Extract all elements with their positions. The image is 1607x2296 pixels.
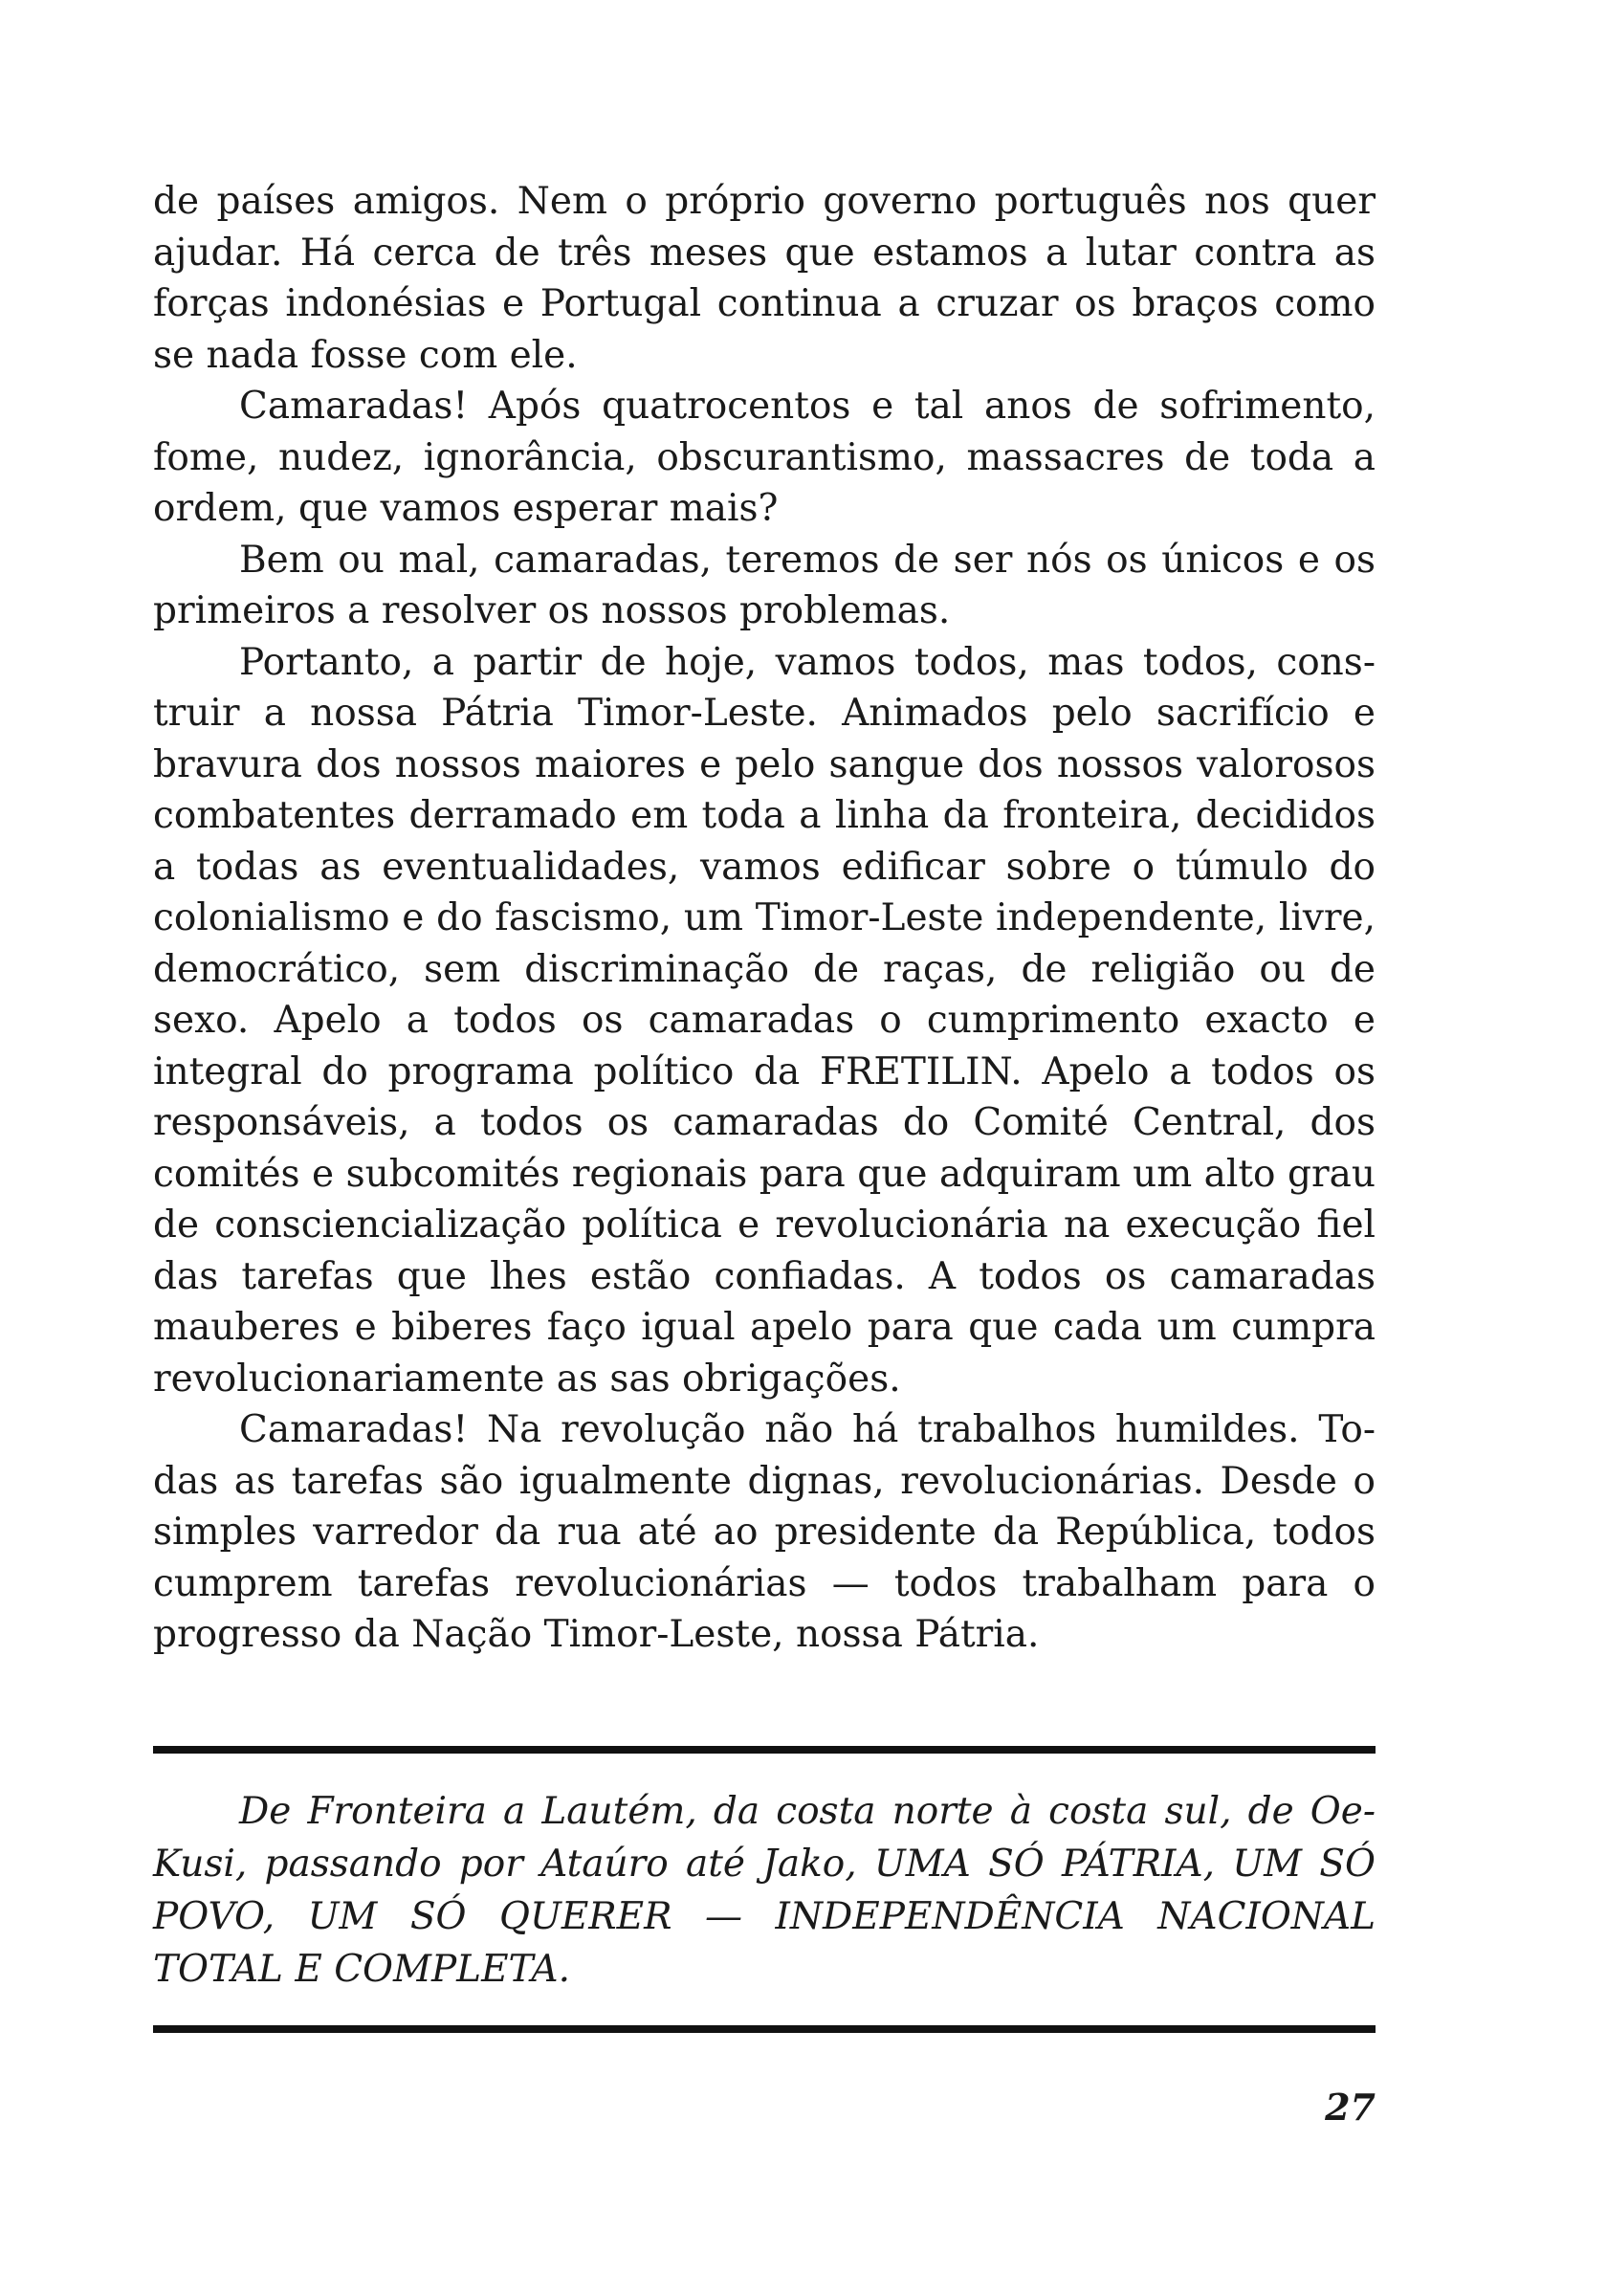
page-number: 27	[1325, 2086, 1376, 2129]
paragraph-5: Camaradas! Na revolução não há trabalhos humildes. Todas as tarefas são igualmente dignas, revolucionárias. Desde o simples varredor da rua até ao presidente da República, todos cumprem tarefas revolucionárias — todos trabalham para o progresso da Nação Timor-Leste, nossa Pátria.	[153, 1408, 1376, 1656]
divider-bottom	[153, 2025, 1376, 2033]
paragraph-4: Portanto, a partir de hoje, vamos todos, mas todos, construir a nossa Pátria Timor-Leste. Animados pelo sacrifício e bravura dos nossos maiores e pelo sangue dos nossos valorosos combatentes derramado em toda a linha da fronteira, decididos a todas as eventualidades, vamos edificar sobre o túmulo do colonialismo e do fascismo, um Timor-Leste independente, livre, democrático, sem discriminação de raças, de religião ou de sexo. Apelo a todos os camaradas o cumprimento exacto e integral do programa político da FRETILIN. Apelo a todos os responsáveis, a todos os camaradas do Comité Central, dos comités e subcomités regionais para que adquiram um alto grau de consciencialização política e revolucionária na execução fiel das tarefas que lhes estão confiadas. A todos os camaradas mauberes e biberes faço igual apelo para que cada um cumpra revolucionariamente as sas obrigações.	[153, 640, 1376, 1401]
divider-top	[153, 1746, 1376, 1754]
paragraph-2: Camaradas! Após quatrocentos e tal anos de sofrimento, fome, nudez, ignorância, obscurantismo, massacres de toda a ordem, que vamos esperar mais?	[153, 385, 1376, 530]
body-text	[153, 176, 1376, 1661]
motto-block	[153, 1785, 1376, 1996]
motto-text: De Fronteira a Lautém, da costa norte à costa sul, de Oe-Kusi, passando por Ataúro até Jako, UMA SÓ PÁTRIA, UM SÓ POVO, UM SÓ QUERER — INDEPENDÊNCIA NACIONAL TOTAL E COMPLETA.	[153, 1790, 1376, 1991]
paragraph-3: Bem ou mal, camaradas, teremos de ser nós os únicos e os primeiros a resolver os nossos problemas.	[153, 538, 1376, 632]
paragraph-1: de países amigos. Nem o próprio governo português nos quer ajudar. Há cerca de três meses que estamos a lutar contra as forças indonésias e Portugal continua a cruzar os braços como se nada fosse com ele.	[153, 180, 1376, 377]
